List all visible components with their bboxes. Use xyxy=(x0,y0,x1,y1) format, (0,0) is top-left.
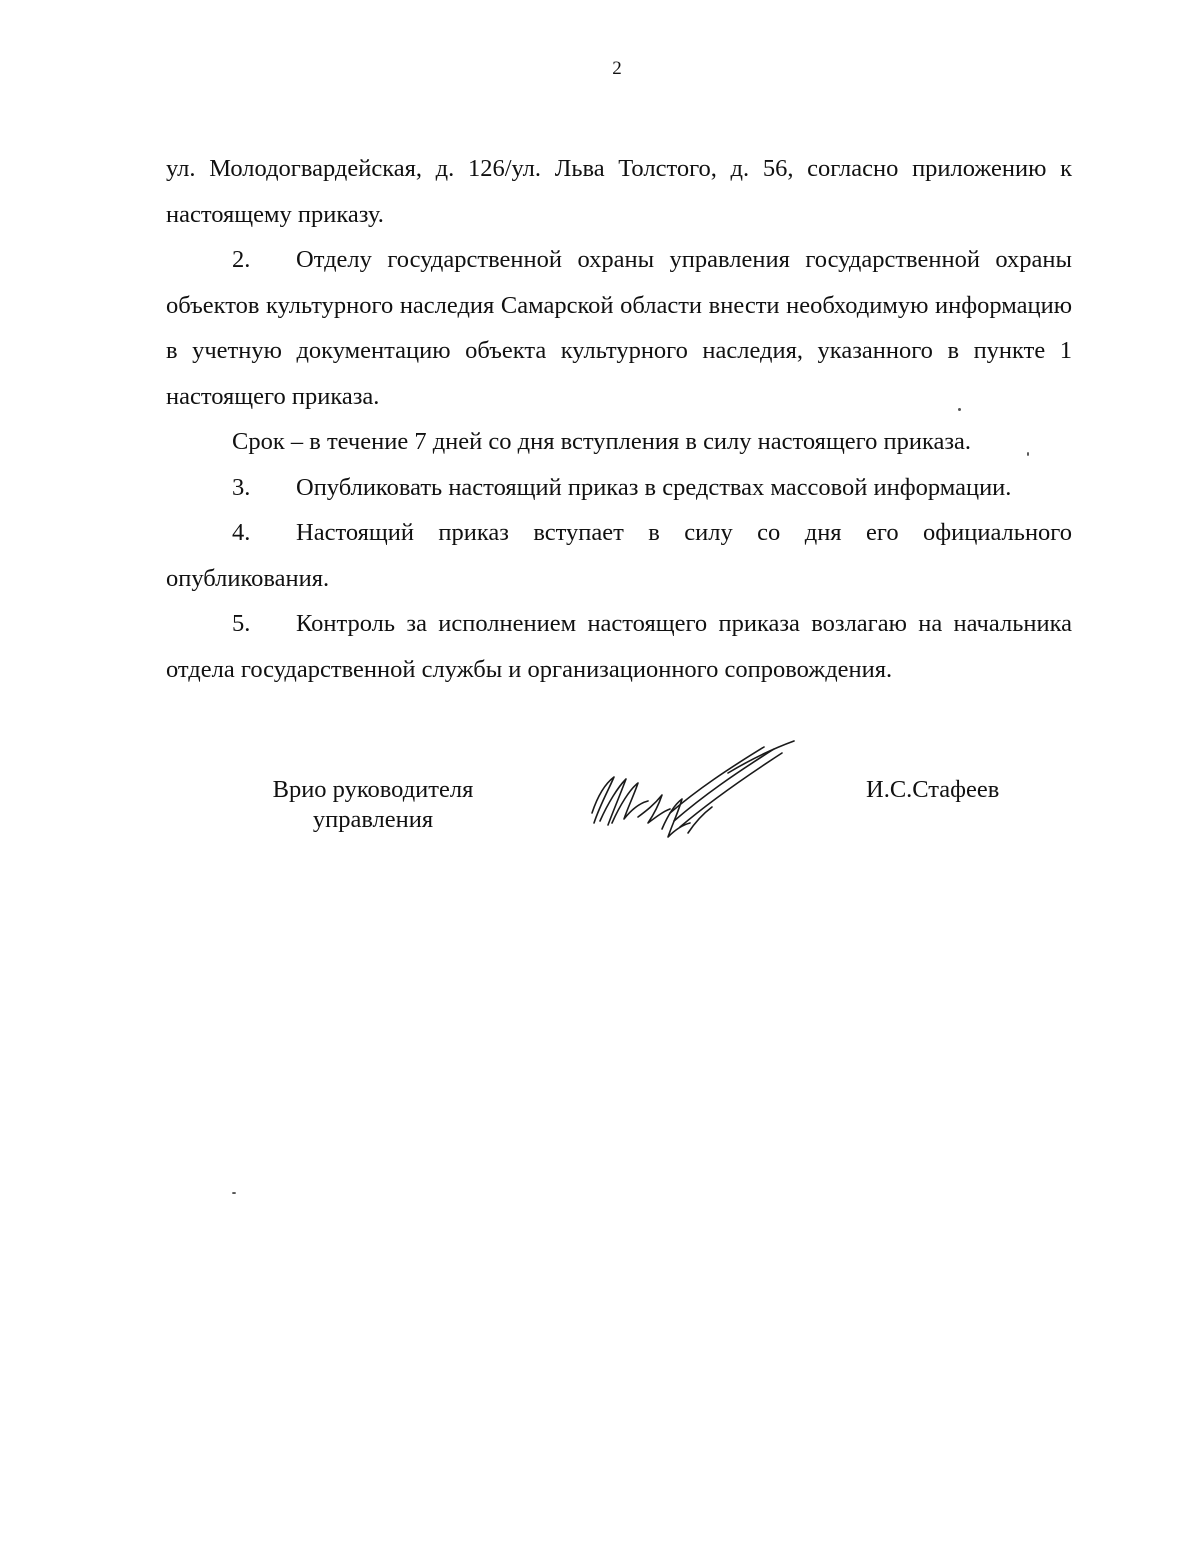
handwritten-signature xyxy=(578,733,800,845)
paragraph-address-continuation xyxy=(166,146,1072,237)
paragraph-item-5 xyxy=(166,601,1072,692)
item-number: 2. xyxy=(232,246,251,273)
item-number: 4. xyxy=(232,519,251,546)
document-body xyxy=(166,146,1072,692)
paragraph-text: Настоящий приказ вступает в силу со дня его официального опубликования. xyxy=(166,519,1072,592)
scan-speck xyxy=(958,408,961,411)
signatory-title-line-1: Врио руководителя xyxy=(272,776,474,803)
paragraph-text: Срок – в течение 7 дней со дня вступления в силу настоящего приказа. xyxy=(232,428,972,455)
paragraph-item-3 xyxy=(166,465,1072,511)
page-number: 2 xyxy=(612,58,622,79)
item-number: 3. xyxy=(232,473,251,501)
paragraph-deadline xyxy=(166,419,1072,465)
paragraph-text: ул. Молодогвардейская, д. 126/ул. Льва Толстого, д. 56, согласно приложению к настоящему приказу. xyxy=(166,155,1072,228)
item-number: 5. xyxy=(232,610,251,637)
paragraph-text: Отделу государственной охраны управления государственной охраны объектов культурного наследия Самарской области внести необходимую информацию в учетную документацию объекта культурного наследия, указанного в пункте 1 настоящего приказа. xyxy=(166,246,1072,410)
signatory-name: И.С.Стафеев xyxy=(866,776,1000,803)
signature-block xyxy=(0,775,1200,865)
scan-speck xyxy=(232,1192,236,1194)
scan-speck xyxy=(1027,452,1029,456)
signatory-title xyxy=(248,775,498,835)
signatory-title-line-2: управления xyxy=(312,806,434,833)
paragraph-item-2 xyxy=(166,237,1072,419)
paragraph-text: Контроль за исполнением настоящего приказа возлагаю на начальника отдела государственной службы и организационного сопровождения. xyxy=(166,610,1072,683)
paragraph-text: Опубликовать настоящий приказ в средствах массовой информации. xyxy=(296,473,1012,501)
paragraph-item-4 xyxy=(166,510,1072,601)
